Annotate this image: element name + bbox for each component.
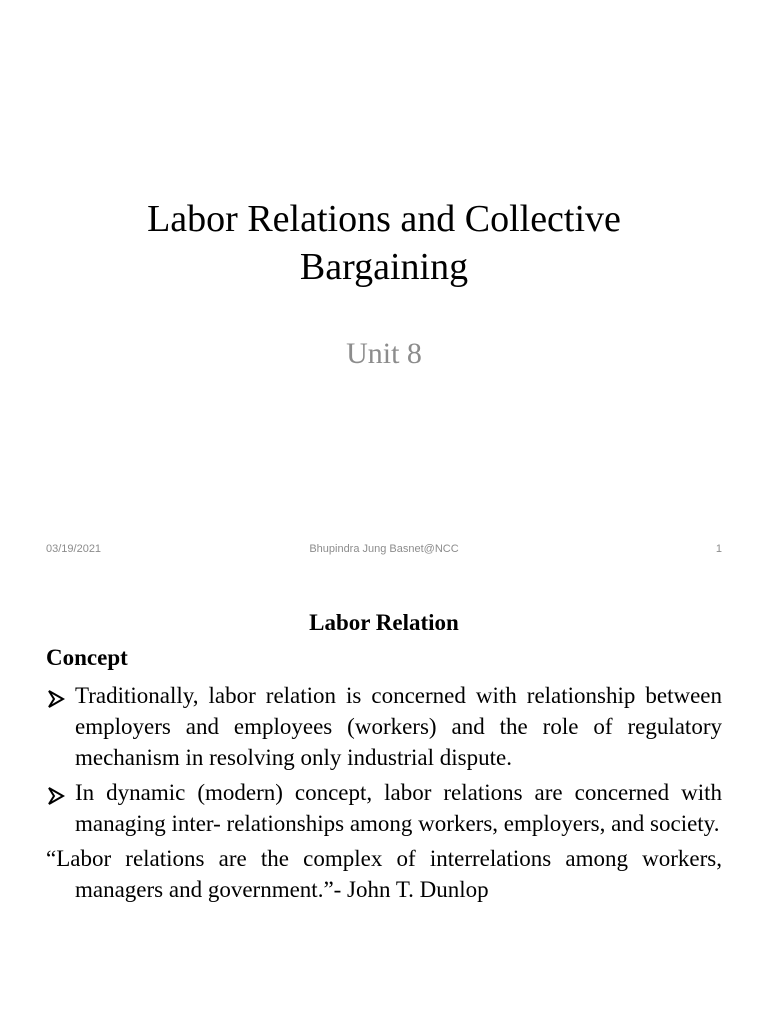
section-title: Labor Relation	[309, 610, 459, 635]
footer-page-number: 1	[715, 543, 722, 555]
slide-2	[0, 576, 768, 1024]
footer-date: 03/19/2021	[46, 543, 102, 555]
concept-heading: Concept	[46, 645, 128, 670]
arrow-bullet-icon	[46, 680, 75, 717]
bullet-item	[46, 777, 722, 839]
slide-title-line-2: Bargaining	[299, 246, 469, 288]
arrow-bullet-icon	[46, 777, 75, 814]
bullet-item	[46, 680, 722, 773]
dunlop-quote: “Labor relations are the complex of interrelations among workers, managers and government.”- John T. Dunlop	[46, 846, 722, 902]
slide-body	[46, 680, 722, 905]
bullet-text: Traditionally, labor relation is concerned with relationship between employers and employees (workers) and the role of regulatory mechanism in resolving only industrial dispute.	[75, 683, 722, 770]
slide-title	[60, 195, 708, 291]
footer-author: Bhupindra Jung Basnet@NCC	[309, 543, 459, 555]
bullet-text: In dynamic (modern) concept, labor relations are concerned with managing inter- relationships among workers, employers, and society.	[75, 780, 722, 836]
slide-subtitle: Unit 8	[346, 337, 422, 370]
slide-title-line-1: Labor Relations and Collective	[147, 198, 621, 240]
